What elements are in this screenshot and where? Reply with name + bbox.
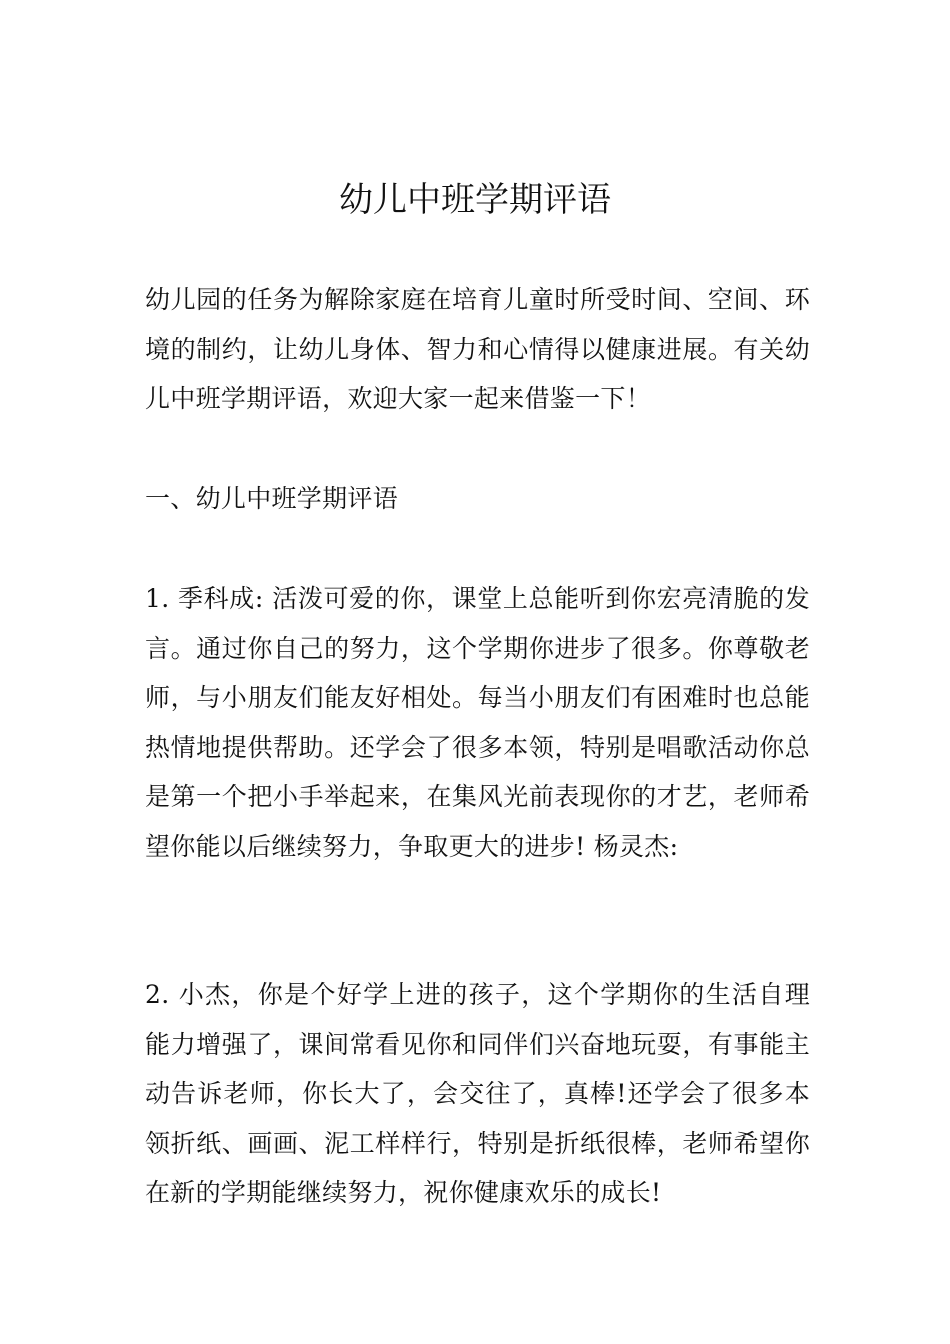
intro-paragraph: 幼儿园的任务为解除家庭在培育儿童时所受时间、空间、环境的制约，让幼儿身体、智力和心情得以健康进展。有关幼儿中班学期评语，欢迎大家一起来借鉴一下！ bbox=[145, 285, 810, 413]
document-title: 幼儿中班学期评语 bbox=[339, 180, 611, 220]
comment-item-2: 2. 小杰，你是个好学上进的孩子，这个学期你的生活自理能力增强了，课间常看见你和同伴们兴奋地玩耍，有事能主动告诉老师，你长大了，会交往了，真棒!还学会了很多本领折纸、画画、泥工样样行，特别是折纸很棒，老师希望你在新的学期能继续努力，祝你健康欢乐的成长! bbox=[145, 980, 810, 1207]
section-heading: 一、幼儿中班学期评语 bbox=[145, 484, 399, 513]
comment-item-1: 1. 季科成: 活泼可爱的你，课堂上总能听到你宏亮清脆的发言。通过你自己的努力，这个学期你进步了很多。你尊敬老师，与小朋友们能友好相处。每当小朋友们有困难时也总能热情地提供帮助。还学会了很多本领，特别是唱歌活动你总是第一个把小手举起来，在集风光前表现你的才艺，老师希望你能以后继续努力，争取更大的进步! 杨灵杰: bbox=[145, 584, 810, 861]
